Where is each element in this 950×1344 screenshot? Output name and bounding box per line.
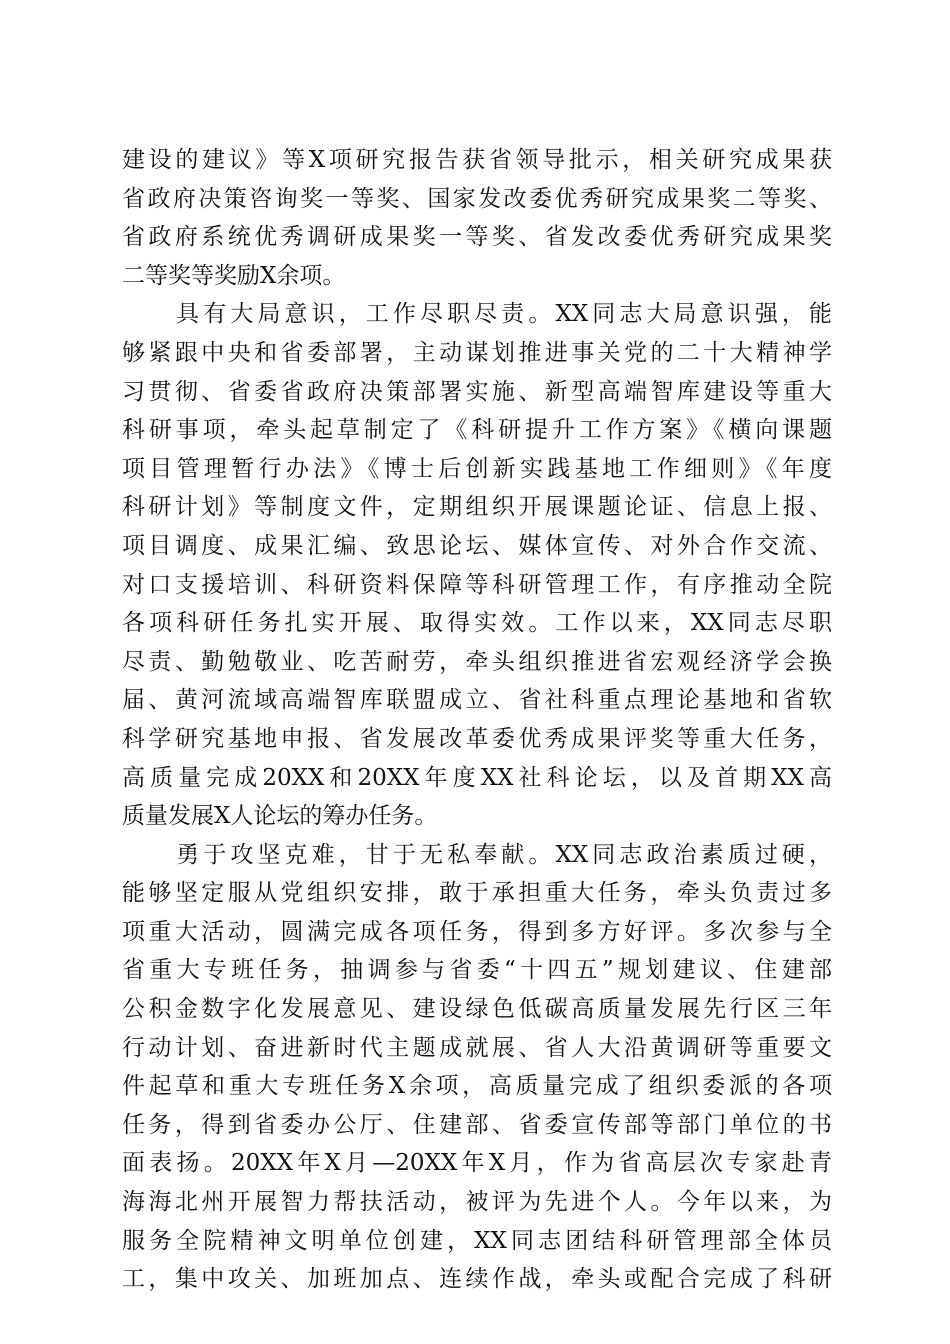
text-line: 科学研究基地申报、省发展改革委优秀成果评奖等重大任务，: [122, 725, 832, 752]
text-line: 习贯彻、省委省政府决策部署实施、新型高端智库建设等重大: [122, 378, 832, 405]
text-line: 服务全院精神文明单位创建，XX同志团结科研管理部全体员: [122, 1227, 832, 1254]
text-line: 项目管理暂行办法》《博士后创新实践基地工作细则》《年度: [122, 455, 832, 482]
text-line: 行动计划、奋进新时代主题成就展、省人大沿黄调研等重要文: [122, 1034, 832, 1061]
text-line: 项目调度、成果汇编、致思论坛、媒体宣传、对外合作交流、: [122, 532, 832, 559]
text-line: 高质量完成20XX和20XX年度XX社科论坛，以及首期XX高: [122, 764, 832, 791]
text-line: 任务，得到省委办公厅、住建部、省委宣传部等部门单位的书: [122, 1111, 832, 1138]
text-line: 建设的建议》等X项研究报告获省领导批示，相关研究成果获: [122, 147, 832, 173]
text-line: 二等奖等奖励X余项。: [122, 262, 346, 289]
document-body: [122, 141, 832, 1299]
text-line: 对口支援培训、科研资料保障等科研管理工作，有序推动全院: [122, 571, 832, 598]
text-line: 省政府系统优秀调研成果奖一等奖、省发改委优秀研究成果奖: [122, 224, 832, 251]
text-line: 尽责、勤勉敬业、吃苦耐劳，牵头组织推进省宏观经济学会换: [122, 648, 832, 675]
text-line: 省政府决策咨询奖一等奖、国家发改委优秀研究成果奖二等奖、: [122, 185, 832, 212]
text-line: 勇于攻坚克难，甘于无私奉献。XX同志政治素质过硬，: [122, 841, 832, 868]
text-line: 质量发展X人论坛的筹办任务。: [122, 803, 438, 830]
text-line: 海海北州开展智力帮扶活动，被评为先进个人。今年以来，为: [122, 1189, 832, 1216]
text-line: 面表扬。20XX年X月—20XX年X月，作为省高层次专家赴青: [122, 1150, 832, 1177]
text-line: 项重大活动，圆满完成各项任务，得到多方好评。多次参与全: [122, 918, 832, 945]
text-line: 能够坚定服从党组织安排，敢于承担重大任务，牵头负责过多: [122, 880, 832, 907]
text-line: 各项科研任务扎实开展、取得实效。工作以来，XX同志尽职: [122, 610, 832, 637]
text-line: 工，集中攻关、加班加点、连续作战，牵头或配合完成了科研: [122, 1266, 832, 1293]
text-line: 科研计划》等制度文件，定期组织开展课题论证、信息上报、: [122, 494, 832, 521]
text-line: 科研事项，牵头起草制定了《科研提升工作方案》《横向课题: [122, 417, 832, 444]
text-line: 届、黄河流域高端智库联盟成立、省社科重点理论基地和省软: [122, 687, 832, 714]
text-line: 具有大局意识，工作尽职尽责。XX同志大局意识强，能: [122, 301, 832, 328]
text-line: 够紧跟中央和省委部署，主动谋划推进事关党的二十大精神学: [122, 339, 832, 366]
text-line: 省重大专班任务，抽调参与省委“十四五”规划建议、住建部: [122, 957, 832, 984]
text-line: 件起草和重大专班任务X余项，高质量完成了组织委派的各项: [122, 1073, 832, 1100]
text-line: 公积金数字化发展意见、建设绿色低碳高质量发展先行区三年: [122, 996, 832, 1023]
